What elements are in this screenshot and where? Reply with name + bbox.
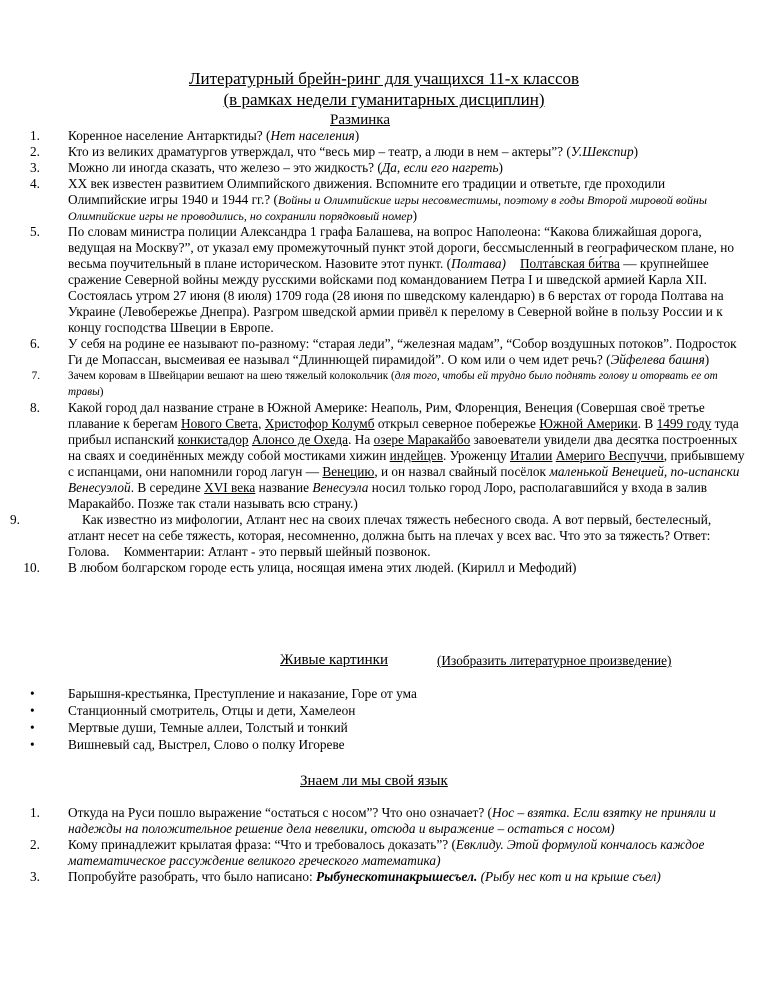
live-pictures-heading: Живые картинки (280, 652, 388, 668)
language-question: 1. Откуда на Руси пошло выражение “остаться с носом”? Что оно означает? (Нос – взятка. Если взятку не приняли и надежды на положительное решение дела невелики, отсюда и выражение – остаться с носом) (30, 805, 716, 836)
wiki-link[interactable]: XVI века (204, 480, 256, 495)
list-item: • Станционный смотритель, Отцы и дети, Хамелеон (30, 703, 356, 718)
encoded-phrase: Рыбунескотинакрышесъел. (316, 869, 478, 884)
warmup-question: 10. В любом болгарском городе есть улица, носящая имена этих людей. (Кирилл и Мефодий) (23, 560, 577, 575)
bullet-icon: • (30, 720, 35, 735)
language-question: 2. Кому принадлежит крылатая фраза: “Что и требовалось доказать”? (Евклиду. Этой формулой кончалось каждое математическое рассуждение великого греческого математика) (30, 837, 705, 868)
answer: Войны и Олимпийские игры несовместимы, поэтому в годы Второй мировой войны Олимпийские игры не проводились, но сохранили порядковый номер (68, 193, 708, 223)
answer: (Рыбу нес кот и на крыше съел) (480, 869, 661, 884)
warmup-question: 4. XX век известен развитием Олимпийского движения. Вспомните его традиции и ответьте, где проходили Олимпийские игры 1940 и 1944 гг.? (Войны и Олимпийские игры несовместимы, поэтому в годы Второй мировой войны Олимпийские игры не проводились, но сохранили порядковый номер) (30, 176, 708, 223)
list-item: • Барышня-крестьянка, Преступление и наказание, Горе от ума (30, 686, 417, 701)
wiki-link[interactable]: Америго Веспуччи (555, 448, 664, 463)
wiki-link[interactable]: Южной Америки (539, 416, 638, 431)
title-line-2: (в рамках недели гуманитарных дисциплин) (223, 90, 545, 109)
list-item: • Мертвые души, Темные аллеи, Толстый и тонкий (30, 720, 348, 735)
answer: Евклиду. Этой формулой кончалось каждое математическое рассуждение великого греческого математика (68, 837, 705, 868)
warmup-question: 9. Как известно из мифологии, Атлант нес на своих плечах тяжесть небесного свода. А вот первый, бестелесный, атлант несет на себе тяжесть, которая, несомненно, должна быть на плечах у всех вас. Что это за тяжесть? Ответ: Голова. Комментарии: Атлант - это первый шейный позвонок. (10, 512, 712, 559)
wiki-link[interactable]: Алонсо де Охеда (251, 432, 349, 447)
warmup-question: 7. Зачем коровам в Швейцарии вешают на шею тяжелый колокольчик (для того, чтобы ей трудно было поднять голову и оторвать ее от травы) (31, 370, 718, 398)
answer: Эйфелева башня (610, 352, 705, 367)
live-pictures-list (0, 685, 768, 753)
list-item: • Вишневый сад, Выстрел, Слово о полку Игореве (30, 737, 345, 752)
language-heading: Знаем ли мы свой язык (300, 773, 448, 789)
warmup-questions (0, 128, 768, 576)
answer: Да, если его нагреть (381, 160, 499, 175)
wiki-link[interactable]: 1499 году (656, 416, 712, 431)
wiki-link[interactable]: Христофор Колумб (264, 416, 375, 431)
warmup-question: 6. У себя на родине ее называют по-разному: “старая леди”, “железная мадам”, “Собор воздушных потоков”. Подросток Ги де Мопассан, высмеивая ее называл “Длиннющей пирамидой”. О ком или о чем идет речь? (Эйфелева башня) (30, 336, 737, 367)
wiki-link[interactable]: индейцев (389, 448, 443, 463)
bullet-icon: • (30, 703, 35, 718)
wiki-link[interactable]: озере Маракайбо (373, 432, 471, 447)
live-pictures-subheading: (Изобразить литературное произведение) (437, 653, 672, 668)
warmup-question: 2. Кто из великих драматургов утверждал, что “весь мир – театр, а люди в нем – актеры”? (У.Шекспир) (30, 144, 639, 159)
language-question: 3. Попробуйте разобрать, что было написано: Рыбунескотинакрышесъел. (Рыбу нес кот и на крыше съел) (30, 869, 661, 884)
answer: для того, чтобы ей трудно было поднять голову и оторвать ее от травы (68, 370, 718, 398)
answer: У.Шекспир (570, 144, 634, 159)
wiki-link-poltava[interactable]: Полта́вская би́тва (519, 256, 620, 271)
wiki-link[interactable]: конкистадор (177, 432, 249, 447)
wiki-link[interactable]: Венецию (322, 464, 375, 479)
warmup-question: 8. Какой город дал название стране в Южной Америке: Неаполь, Рим, Флоренция, Венеция (Совершая своё третье плавание к берегам Нового Света, Христофор Колумб открыл северное побережье Южной Америки. В 1499 году туда прибыл испанский конкистадор Алонсо де Охеда. На озере Маракайбо завоеватели увидели два десятка построенных на сваях и соединённых между собой мостиками хижин индейцев. Уроженцу Италии Америго Веспуччи, прибывшему с испанцами, они напомнили город лагун — Венецию, и он назвал свайный посёлок маленькой Венецией, по-испански Венесуэлой. В середине XVI века название Венесуэла носил только город Лоро, располагавшийся у входа в залив Маракайбо. Позже так стали называть всю страну.) (30, 400, 745, 511)
wiki-link[interactable]: Нового Света (181, 416, 259, 431)
language-questions (0, 805, 768, 885)
warmup-heading: Разминка (330, 112, 390, 128)
bullet-icon: • (30, 737, 35, 752)
title-line-1: Литературный брейн-ринг для учащихся 11-х классов (188, 69, 580, 88)
warmup-question: 5. По словам министра полиции Александра 1 графа Балашева, на вопрос Наполеона: “Какова ближайшая дорога, ведущая на Москву?”, от указал ему промежуточный пункт этой дороги, бессмысленный в географическом плане, но весьма поучительный в плане историческом. Назовите этот пункт. (Полтава) Полта́вская би́тва — крупнейшее сражение Северной войны между русскими войсками под командованием Петра I и шведской армией Карла XII. Состоялась утром 27 июня (8 июля) 1709 года (28 июня по шведскому календарю) в 6 верстах от города Полтава на Украине (Левобережье Днепра). Разгром шведской армии привёл к перелому в Северной войне в пользу России и к концу господства Швеции в Европе. (30, 224, 735, 335)
warmup-question: 1. Коренное население Антарктиды? (Нет населения) (30, 128, 360, 143)
answer: Нет населения (270, 128, 355, 143)
warmup-question: 3. Можно ли иногда сказать, что железо – это жидкость? (Да, если его нагреть) (30, 160, 503, 175)
wiki-link[interactable]: Италии (509, 448, 553, 463)
answer: Полтава) (451, 256, 506, 271)
answer: Нос – взятка. Если взятку не приняли и надежды на положительное решение дела невелики, отсюда и выражение – остаться с носом (68, 805, 716, 836)
bullet-icon: • (30, 686, 35, 701)
